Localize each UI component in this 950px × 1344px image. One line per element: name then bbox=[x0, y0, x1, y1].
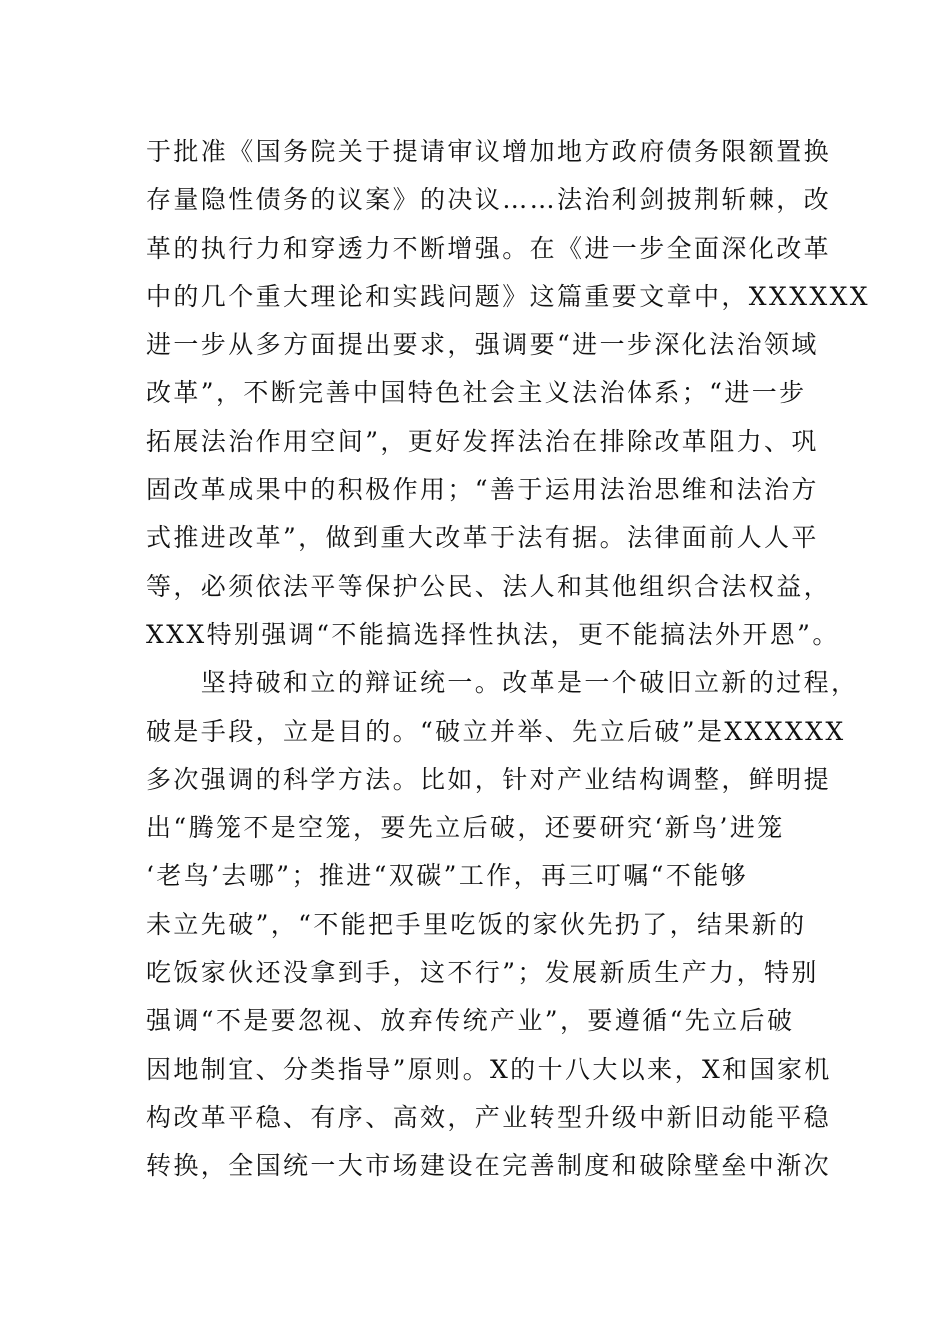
text-line: 式推进改革”，做到重大改革于法有据。法律面前人人平 bbox=[146, 523, 819, 553]
text-line: 存量隐性债务的议案》的决议……法治利剑披荆斩棘，改 bbox=[146, 185, 832, 215]
text-line: 吃饭家伙还没拿到手，这不行”；发展新质生产力，特别 bbox=[146, 958, 819, 988]
text-line: 未立先破”，“不能把手里吃饭的家伙先扔了，结果新的 bbox=[146, 909, 807, 939]
text-line: 构改革平稳、有序、高效，产业转型升级中新旧动能平稳 bbox=[146, 1102, 832, 1132]
text-line: 拓展法治作用空间”，更好发挥法治在排除改革阻力、巩 bbox=[146, 426, 819, 456]
text-line: 出“腾笼不是空笼，要先立后破，还要研究‘新鸟’进笼 bbox=[146, 813, 785, 843]
text-line: 因地制宜、分类指导”原则。X的十八大以来，X和国家机 bbox=[146, 1054, 832, 1084]
text-line: 固改革成果中的积极作用；“善于运用法治思维和法治方 bbox=[146, 475, 819, 505]
text-line: 坚持破和立的辩证统一。改革是一个破旧立新的过程， bbox=[146, 668, 859, 698]
body-text bbox=[146, 128, 870, 1191]
text-line: 中的几个重大理论和实践问题》这篇重要文章中，XXXXXX bbox=[146, 281, 870, 311]
text-line: 强调“不是要忽视、放弃传统产业”，要遵循“先立后破 bbox=[146, 1006, 795, 1036]
text-line: 进一步从多方面提出要求，强调要“进一步深化法治领域 bbox=[146, 330, 819, 360]
text-line: 多次强调的科学方法。比如，针对产业结构调整，鲜明提 bbox=[146, 764, 832, 794]
text-line: 革的执行力和穿透力不断增强。在《进一步全面深化改革 bbox=[146, 233, 832, 263]
text-line: ‘老鸟’去哪”；推进“双碳”工作，再三叮嘱“不能够 bbox=[146, 861, 749, 891]
text-line: 改革”，不断完善中国特色社会主义法治体系；“进一步 bbox=[146, 378, 807, 408]
text-line: 于批准《国务院关于提请审议增加地方政府债务限额置换 bbox=[146, 137, 832, 166]
text-line: 转换，全国统一大市场建设在完善制度和破除壁垒中渐次 bbox=[146, 1151, 832, 1181]
text-line: 等，必须依法平等保护公民、法人和其他组织合法权益， bbox=[146, 571, 832, 601]
text-line: XXX特别强调“不能搞选择性执法，更不能搞法外开恩”。 bbox=[146, 619, 840, 649]
text-line: 破是手段，立是目的。“破立并举、先立后破”是XXXXXX bbox=[146, 716, 846, 746]
